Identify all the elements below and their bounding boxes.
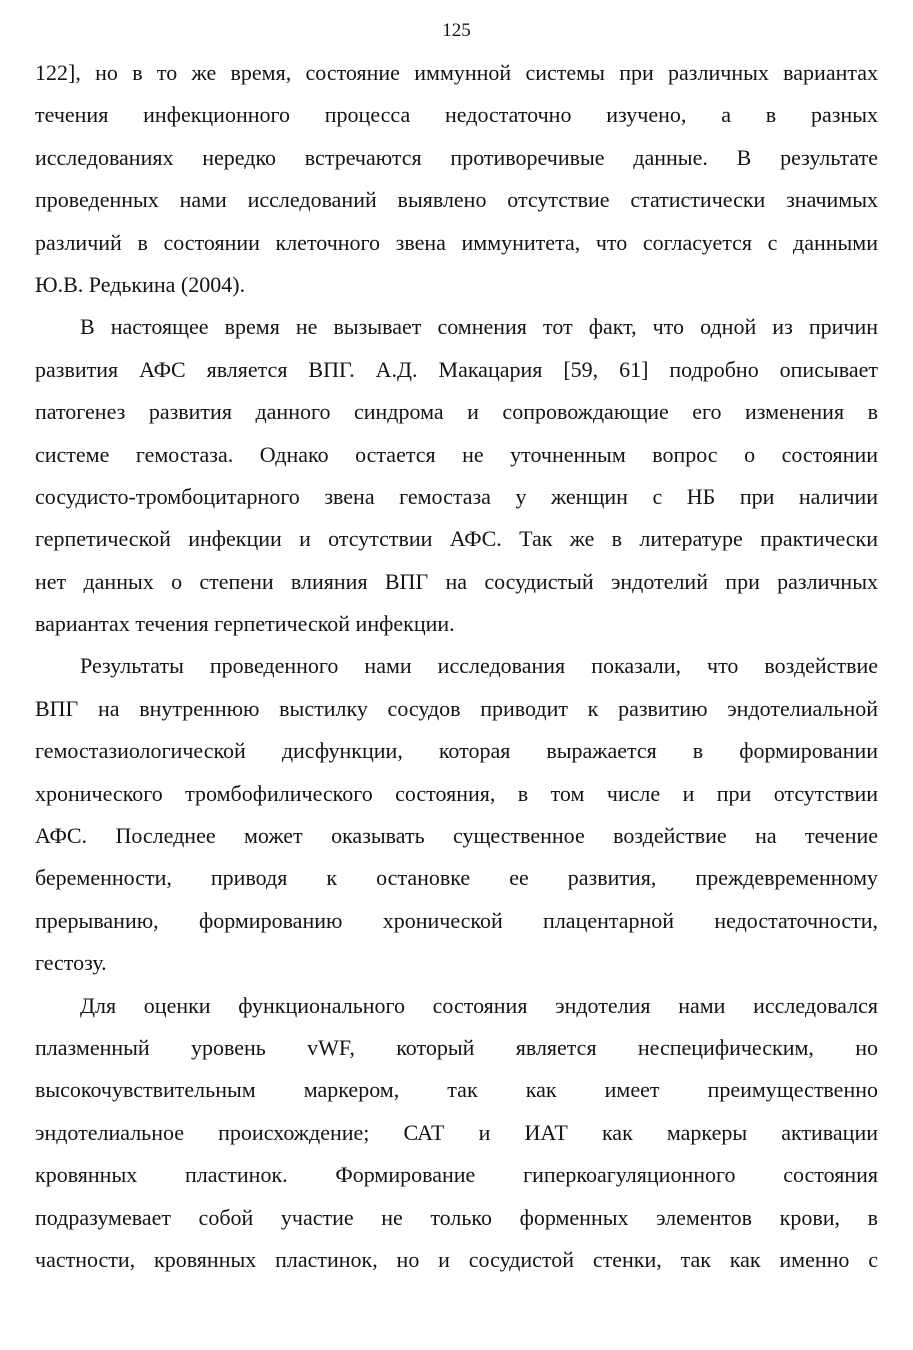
body-text [35,55,878,1284]
text-line: ВПГ на внутреннюю выстилку сосудов приводит к развитию эндотелиальной [35,695,878,721]
text-line: Для оценки функционального состояния эндотелия нами исследовался [80,992,878,1018]
text-line: системе гемостаза. Однако остается не уточненным вопрос о состоянии [35,441,878,467]
text-line: патогенез развития данного синдрома и сопровождающие его изменения в [35,399,878,425]
text-line: эндотелиальное происхождение; САТ и ИАТ как маркеры активации [35,1119,878,1145]
text-line: хронического тромбофилического состояния, в том числе и при отсутствии [35,780,878,806]
paragraph [35,988,878,1285]
text-line: прерыванию, формированию хронической плацентарной недостаточности, [35,907,878,933]
text-line: проведенных нами исследований выявлено отсутствие статистически значимых [35,187,878,213]
text-line: гестозу. [35,950,107,976]
text-line: Результаты проведенного нами исследования показали, что воздействие [80,653,878,679]
text-line: развития АФС является ВПГ. А.Д. Макацария [59, 61] подробно описывает [35,356,878,382]
text-line: течения инфекционного процесса недостаточно изучено, а в разных [35,102,878,128]
text-line: подразумевает собой участие не только форменных элементов крови, в [35,1204,878,1230]
text-line: гемостазиологической дисфункции, которая выражается в формировании [35,738,878,764]
text-line: беременности, приводя к остановке ее развития, преждевременному [35,865,878,891]
text-line: различий в состоянии клеточного звена иммунитета, что согласуется с данными [35,229,878,255]
text-line: Ю.В. Редькина (2004). [35,271,246,297]
text-line: исследованиях нередко встречаются противоречивые данные. В результате [35,144,878,170]
text-line: АФС. Последнее может оказывать существенное воздействие на течение [35,823,878,849]
text-line: 122], но в то же время, состояние иммунной системы при различных вариантах [35,60,878,85]
page-number: 125 [442,20,471,41]
text-line: герпетической инфекции и отсутствии АФС. Так же в литературе практически [35,526,878,552]
paragraph [35,309,878,648]
text-line: вариантах течения герпетической инфекции. [35,611,455,637]
paragraph [35,55,878,309]
text-line: плазменный уровень vWF, который является неспецифическим, но [35,1034,878,1060]
text-line: В настоящее время не вызывает сомнения тот факт, что одной из причин [80,314,878,340]
text-line: нет данных о степени влияния ВПГ на сосудистый эндотелий при различных [35,568,878,594]
paragraph [35,648,878,987]
text-line: высокочувствительным маркером, так как имеет преимущественно [35,1077,878,1103]
text-line: частности, кровянных пластинок, но и сосудистой стенки, так как именно с [35,1246,878,1272]
text-line: кровянных пластинок. Формирование гиперкоагуляционного состояния [35,1162,878,1188]
text-line: сосудисто-тромбоцитарного звена гемостаза у женщин с НБ при наличии [35,483,878,509]
